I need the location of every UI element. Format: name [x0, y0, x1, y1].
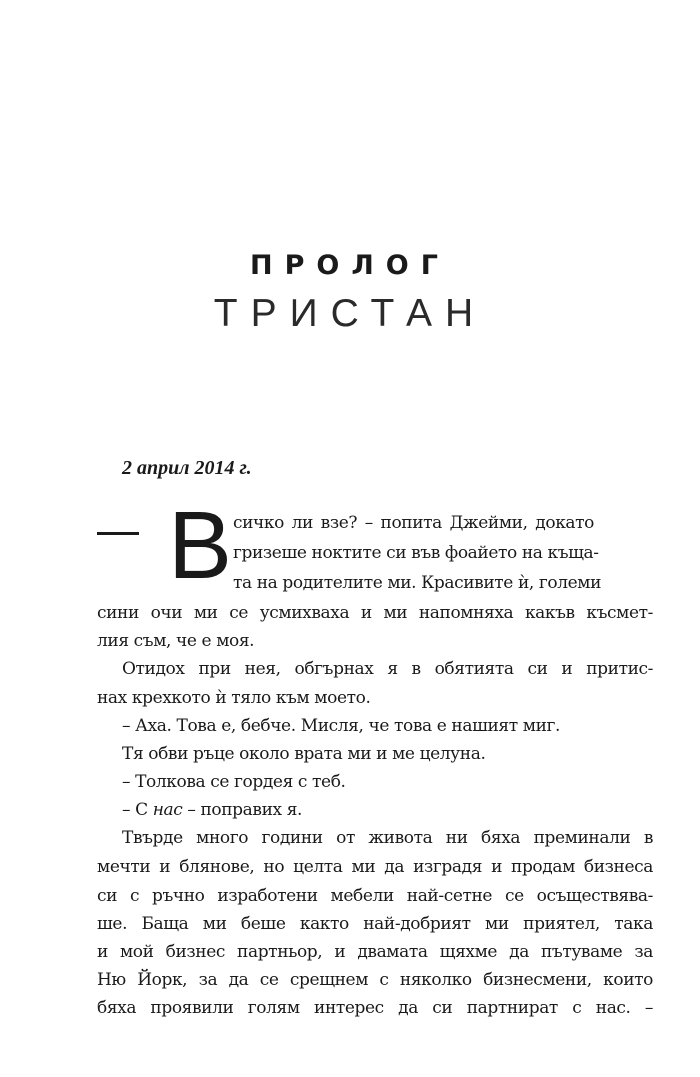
text-line: гризеше ноктите си във фоайето на къща- [233, 543, 599, 563]
text-fragment: – поправих я. [182, 800, 303, 820]
text-line: Отидох при нея, обгърнах я в обятията си и притис- [122, 659, 653, 679]
text-line: Ню Йорк, за да се срещнем с няколко бизнесмени, които [97, 970, 653, 990]
text-line [122, 800, 302, 820]
text-line: – Толкова се гордея с теб. [122, 772, 346, 792]
text-line: Твърде много години от живота ни бяха преминали в [122, 828, 653, 848]
dialogue-dash [97, 532, 139, 535]
text-line: си с ръчно изработени мебели най-сетне се осъществява- [97, 886, 653, 906]
text-line: мечти и блянове, но целта ми да изградя и продам бизнеса [97, 857, 653, 877]
text-line: та на родителите ми. Красивите ѝ, големи [233, 573, 602, 593]
drop-cap-letter: В [168, 492, 233, 599]
text-line: – Аха. Това е, бебче. Мисля, че това е нашият миг. [122, 716, 561, 736]
chapter-title: ПРОЛОГ [250, 250, 450, 281]
date-heading: 2 април 2014 г. [122, 457, 252, 479]
chapter-narrator: ТРИСТАН [213, 292, 487, 335]
text-line: бяха проявили голям интерес да си партнират с нас. – [97, 998, 653, 1018]
text-line: нах крехкото ѝ тяло към моето. [97, 688, 371, 708]
text-line: лия съм, че е моя. [97, 631, 255, 651]
text-line: Тя обви ръце около врата ми и ме целуна. [122, 744, 486, 764]
text-line: сини очи ми се усмихваха и ми напомняха какъв късмет- [97, 603, 653, 623]
text-line: ше. Баща ми беше както най-добрият ми приятел, така [97, 914, 653, 934]
text-line: сичко ли взе? – попита Джейми, докато [233, 513, 594, 533]
text-fragment: – С [122, 800, 153, 820]
emphasis-word: нас [152, 800, 183, 820]
text-line: и мой бизнес партньор, и двамата щяхме да пътуваме за [97, 942, 653, 962]
